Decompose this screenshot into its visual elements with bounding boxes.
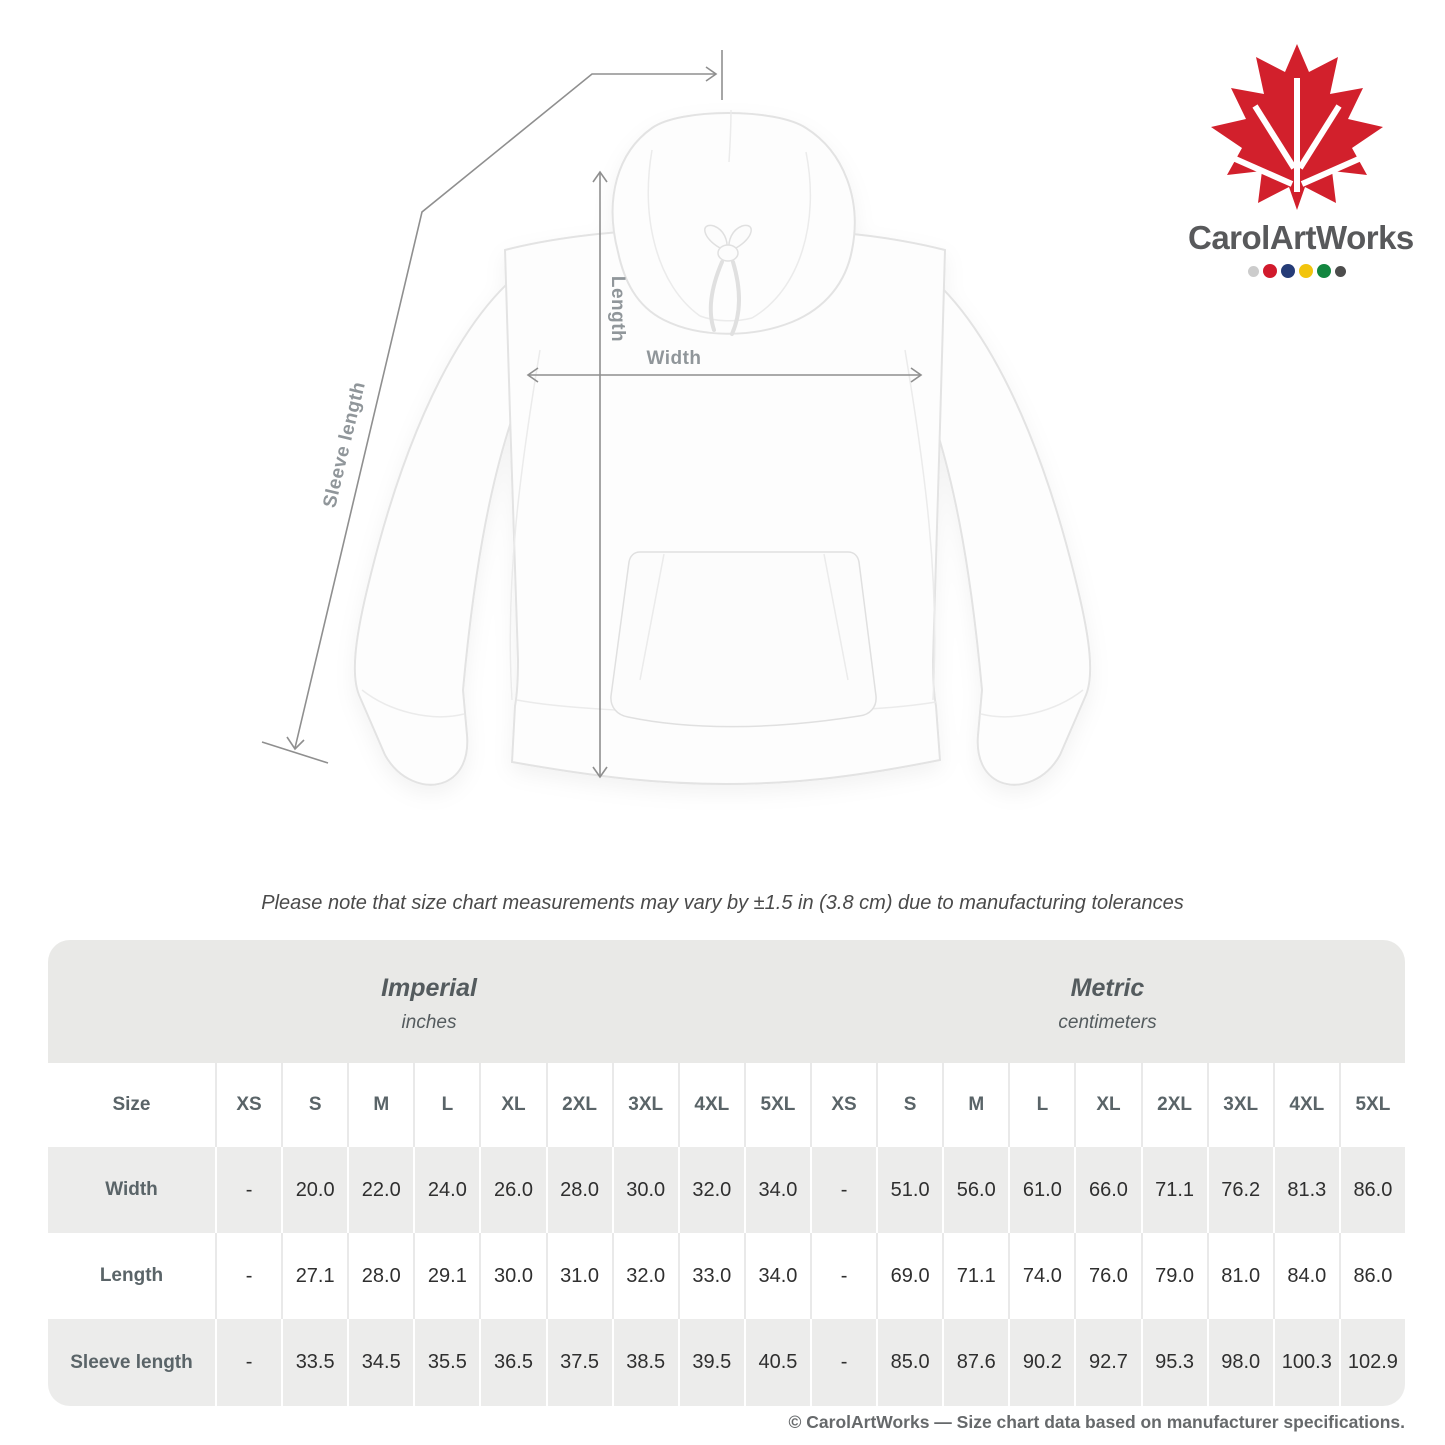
value-cell: 39.5	[678, 1319, 744, 1406]
size-header-cell: L	[413, 1063, 479, 1147]
size-header-cell: XS	[810, 1063, 876, 1147]
value-cell: 26.0	[479, 1147, 545, 1233]
value-cell: -	[810, 1319, 876, 1406]
brand-logo	[1188, 40, 1414, 278]
size-header-cell: 3XL	[1207, 1063, 1273, 1147]
row-label-cell: Length	[48, 1233, 215, 1319]
value-cell: 95.3	[1141, 1319, 1207, 1406]
row-label-cell: Width	[48, 1147, 215, 1233]
value-cell: 22.0	[347, 1147, 413, 1233]
logo-dot	[1299, 264, 1313, 278]
value-cell: -	[215, 1147, 281, 1233]
row-label-cell: Sleeve length	[48, 1319, 215, 1406]
brand-name: CarolArtWorks	[1188, 219, 1414, 256]
value-cell: 87.6	[942, 1319, 1008, 1406]
size-header-cell: M	[942, 1063, 1008, 1147]
size-header-cell: XS	[215, 1063, 281, 1147]
value-cell: 61.0	[1008, 1147, 1074, 1233]
table-rows	[48, 1063, 1405, 1406]
imperial-header	[48, 940, 810, 1063]
metric-header	[810, 940, 1405, 1063]
logo-dot	[1335, 266, 1346, 277]
value-cell: 81.3	[1273, 1147, 1339, 1233]
size-header-cell: 4XL	[1273, 1063, 1339, 1147]
size-header-cell: S	[281, 1063, 347, 1147]
value-cell: 76.2	[1207, 1147, 1273, 1233]
sleeve-length-label: Sleeve length	[319, 379, 370, 510]
value-cell: 81.0	[1207, 1233, 1273, 1319]
width-label: Width	[646, 348, 702, 369]
size-header-cell: XL	[479, 1063, 545, 1147]
size-header-cell: 3XL	[612, 1063, 678, 1147]
size-header-cell: L	[1008, 1063, 1074, 1147]
value-cell: -	[215, 1233, 281, 1319]
value-cell: 100.3	[1273, 1319, 1339, 1406]
value-cell: 56.0	[942, 1147, 1008, 1233]
value-cell: 71.1	[1141, 1147, 1207, 1233]
value-cell: 85.0	[876, 1319, 942, 1406]
size-header-cell: 2XL	[1141, 1063, 1207, 1147]
value-cell: 86.0	[1339, 1147, 1405, 1233]
value-cell: 74.0	[1008, 1233, 1074, 1319]
value-cell: 84.0	[1273, 1233, 1339, 1319]
size-column-header: Size	[48, 1063, 215, 1147]
value-cell: 66.0	[1074, 1147, 1140, 1233]
value-cell: 51.0	[876, 1147, 942, 1233]
value-cell: 38.5	[612, 1319, 678, 1406]
value-cell: 35.5	[413, 1319, 479, 1406]
value-cell: 29.1	[413, 1233, 479, 1319]
table-row	[48, 1063, 1405, 1147]
imperial-subtitle: inches	[401, 1011, 457, 1033]
size-header-cell: 2XL	[546, 1063, 612, 1147]
value-cell: 30.0	[479, 1233, 545, 1319]
value-cell: 37.5	[546, 1319, 612, 1406]
value-cell: 102.9	[1339, 1319, 1405, 1406]
unit-header	[48, 940, 1405, 1063]
logo-dot	[1281, 264, 1295, 278]
logo-dot	[1248, 266, 1259, 277]
size-header-cell: 4XL	[678, 1063, 744, 1147]
value-cell: -	[810, 1147, 876, 1233]
size-header-cell: XL	[1074, 1063, 1140, 1147]
logo-dots	[1188, 264, 1406, 278]
size-header-cell: 5XL	[1339, 1063, 1405, 1147]
length-label: Length	[607, 275, 628, 343]
value-cell: 28.0	[546, 1147, 612, 1233]
value-cell: 90.2	[1008, 1319, 1074, 1406]
value-cell: 71.1	[942, 1233, 1008, 1319]
footer-text: © CarolArtWorks — Size chart data based on manufacturer specifications.	[788, 1412, 1405, 1432]
value-cell: 76.0	[1074, 1233, 1140, 1319]
value-cell: 33.5	[281, 1319, 347, 1406]
value-cell: 40.5	[744, 1319, 810, 1406]
value-cell: 86.0	[1339, 1233, 1405, 1319]
tolerance-note: Please note that size chart measurements may vary by ±1.5 in (3.8 cm) due to manufacturing tolerances	[261, 892, 1184, 914]
value-cell: 32.0	[678, 1147, 744, 1233]
value-cell: 69.0	[876, 1233, 942, 1319]
size-table	[48, 940, 1405, 1406]
value-cell: 27.1	[281, 1233, 347, 1319]
value-cell: 34.0	[744, 1233, 810, 1319]
value-cell: 98.0	[1207, 1319, 1273, 1406]
maple-leaf-icon	[1191, 40, 1403, 212]
value-cell: -	[810, 1233, 876, 1319]
size-header-cell: 5XL	[744, 1063, 810, 1147]
metric-subtitle: centimeters	[1058, 1011, 1157, 1033]
value-cell: 32.0	[612, 1233, 678, 1319]
logo-dot	[1317, 264, 1331, 278]
value-cell: -	[215, 1319, 281, 1406]
value-cell: 24.0	[413, 1147, 479, 1233]
table-row	[48, 1319, 1405, 1406]
value-cell: 20.0	[281, 1147, 347, 1233]
value-cell: 36.5	[479, 1319, 545, 1406]
value-cell: 28.0	[347, 1233, 413, 1319]
value-cell: 30.0	[612, 1147, 678, 1233]
table-row	[48, 1233, 1405, 1319]
size-header-cell: S	[876, 1063, 942, 1147]
hoodie-illustration	[355, 110, 1090, 785]
value-cell: 31.0	[546, 1233, 612, 1319]
value-cell: 92.7	[1074, 1319, 1140, 1406]
value-cell: 34.0	[744, 1147, 810, 1233]
logo-dot	[1263, 264, 1277, 278]
size-header-cell: M	[347, 1063, 413, 1147]
value-cell: 33.0	[678, 1233, 744, 1319]
table-row	[48, 1147, 1405, 1233]
imperial-title: Imperial	[381, 973, 477, 1002]
metric-title: Metric	[1070, 973, 1145, 1002]
value-cell: 79.0	[1141, 1233, 1207, 1319]
value-cell: 34.5	[347, 1319, 413, 1406]
